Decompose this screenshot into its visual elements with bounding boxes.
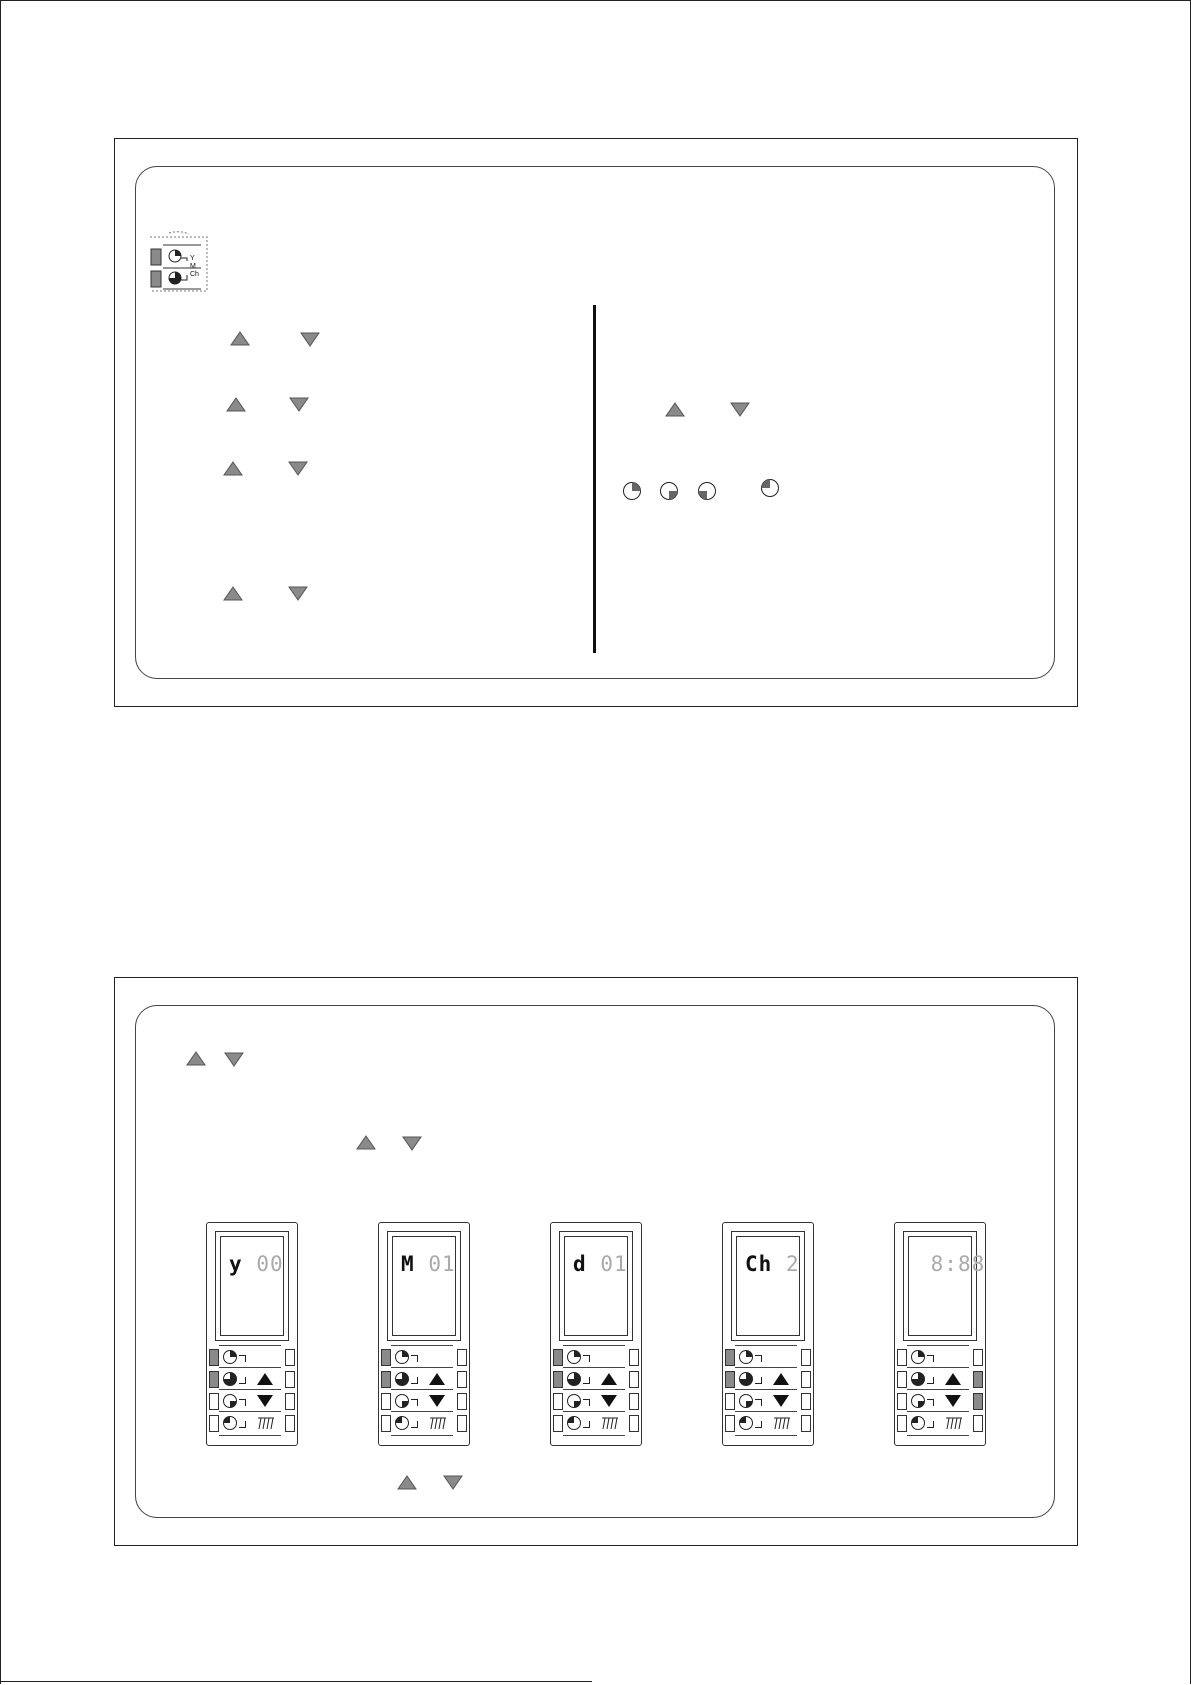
row-separator	[391, 1435, 453, 1436]
quarter-dial-icon	[911, 1350, 925, 1364]
row-separator	[907, 1435, 969, 1436]
row-separator	[219, 1389, 281, 1390]
dial-bracket	[755, 1377, 762, 1384]
row-separator	[563, 1435, 625, 1436]
down-arrow-icon	[257, 1395, 273, 1407]
down-arrow-icon	[773, 1395, 789, 1407]
full-dial-icon	[760, 478, 780, 498]
row-separator	[391, 1411, 453, 1412]
up-arrow-icon	[223, 461, 243, 476]
remote-screen	[731, 1231, 805, 1341]
right-side-key	[629, 1415, 639, 1432]
down-arrow-icon	[300, 332, 320, 347]
right-side-key	[801, 1349, 811, 1366]
right-side-key	[801, 1415, 811, 1432]
row-separator	[563, 1389, 625, 1390]
remote-button-row	[207, 1369, 297, 1389]
half-dial-icon	[911, 1394, 925, 1408]
down-arrow-icon	[443, 1475, 463, 1490]
left-side-key	[381, 1371, 391, 1388]
remote-button-row	[207, 1391, 297, 1411]
up-arrow-icon	[397, 1475, 417, 1490]
row-separator	[907, 1367, 969, 1368]
right-side-key	[973, 1415, 983, 1432]
lcd-value: 2	[785, 1252, 800, 1276]
right-side-key	[285, 1371, 295, 1388]
dial-bracket	[239, 1421, 246, 1428]
remote-button-row	[551, 1391, 641, 1411]
row-separator	[735, 1411, 797, 1412]
lcd-readout	[573, 1252, 628, 1276]
left-side-key	[209, 1371, 219, 1388]
up-arrow-icon	[257, 1373, 273, 1385]
transmit-signal-icon	[601, 1416, 619, 1430]
up-arrow-icon	[230, 331, 250, 346]
remote-button-row	[379, 1413, 469, 1433]
dial-bracket	[583, 1399, 590, 1406]
right-side-key	[629, 1393, 639, 1410]
dial-bracket	[411, 1421, 418, 1428]
remote-detail-svg	[149, 231, 211, 295]
remote-button-row	[895, 1347, 985, 1367]
right-side-key	[973, 1349, 983, 1366]
left-side-key	[897, 1371, 907, 1388]
dial-bracket	[927, 1377, 934, 1384]
row-separator	[735, 1367, 797, 1368]
down-arrow-icon	[429, 1395, 445, 1407]
dial-bracket	[411, 1355, 418, 1362]
remote-screen	[387, 1231, 461, 1341]
remote-button-row	[551, 1369, 641, 1389]
three-quarter-dial-icon	[697, 481, 717, 501]
right-side-key	[973, 1371, 983, 1388]
lcd-display	[392, 1236, 456, 1336]
remote-control	[722, 1222, 814, 1446]
half-dial-icon	[659, 481, 679, 501]
remote-button-row	[551, 1347, 641, 1367]
right-side-key	[285, 1415, 295, 1432]
remote-button-row	[895, 1369, 985, 1389]
detail-label-y: Y	[190, 255, 195, 262]
quarter-dial-fill	[175, 250, 181, 256]
left-side-key	[897, 1349, 907, 1366]
lcd-readout	[229, 1252, 284, 1276]
detail-key-2	[151, 271, 161, 287]
dial-bracket	[755, 1421, 762, 1428]
left-side-key	[725, 1393, 735, 1410]
transmit-signal-icon	[429, 1416, 447, 1430]
right-side-key	[285, 1393, 295, 1410]
row-separator	[391, 1367, 453, 1368]
remote-button-row	[895, 1391, 985, 1411]
left-side-key	[553, 1393, 563, 1410]
row-separator	[563, 1411, 625, 1412]
full-dial-icon	[567, 1416, 581, 1430]
down-arrow-icon	[288, 461, 308, 476]
three-quarter-dial-icon	[395, 1372, 409, 1386]
down-arrow-icon	[402, 1136, 422, 1151]
dial-bracket	[411, 1399, 418, 1406]
remote-control	[206, 1222, 298, 1446]
quarter-dial-icon	[622, 481, 642, 501]
quarter-dial-icon	[395, 1350, 409, 1364]
dial-bracket	[239, 1377, 246, 1384]
full-dial-icon	[395, 1416, 409, 1430]
remote-control	[550, 1222, 642, 1446]
lcd-readout	[401, 1252, 456, 1276]
transmit-signal-icon	[945, 1416, 963, 1430]
remote-button-row	[379, 1369, 469, 1389]
lcd-display	[220, 1236, 284, 1336]
three-quarter-dial-icon	[739, 1372, 753, 1386]
right-side-key	[457, 1371, 467, 1388]
remote-button-row	[207, 1347, 297, 1367]
remote-control	[378, 1222, 470, 1446]
right-side-key	[285, 1349, 295, 1366]
transmit-signal-icon	[773, 1416, 791, 1430]
lcd-label: d	[573, 1252, 587, 1276]
down-arrow-icon	[224, 1052, 244, 1067]
half-dial-icon	[567, 1394, 581, 1408]
up-arrow-icon	[356, 1135, 376, 1150]
row-separator	[907, 1411, 969, 1412]
down-arrow-icon	[945, 1395, 961, 1407]
dial-bracket	[239, 1399, 246, 1406]
three-quarter-dial-icon	[911, 1372, 925, 1386]
lcd-value: 01	[600, 1252, 628, 1276]
up-arrow-icon	[223, 586, 243, 601]
remote-button-row	[379, 1391, 469, 1411]
lcd-display	[908, 1236, 986, 1336]
remote-button-stripe	[769, 1345, 793, 1346]
row-separator	[219, 1411, 281, 1412]
right-side-key	[629, 1371, 639, 1388]
up-arrow-icon	[773, 1373, 789, 1385]
half-dial-icon	[739, 1394, 753, 1408]
remote-button-row	[723, 1347, 813, 1367]
left-side-key	[553, 1371, 563, 1388]
dial-bracket	[239, 1355, 246, 1362]
row-separator	[563, 1367, 625, 1368]
down-arrow-icon	[730, 402, 750, 417]
left-side-key	[209, 1393, 219, 1410]
up-arrow-icon	[226, 397, 246, 412]
remote-button-stripe	[425, 1345, 449, 1346]
remote-screen	[559, 1231, 633, 1341]
dial-bracket	[927, 1399, 934, 1406]
right-side-key	[629, 1349, 639, 1366]
left-side-key	[725, 1371, 735, 1388]
up-arrow-icon	[429, 1373, 445, 1385]
lcd-label: Ch	[745, 1252, 773, 1276]
remote-button-stripe	[253, 1345, 277, 1346]
left-side-key	[897, 1415, 907, 1432]
row-separator	[391, 1389, 453, 1390]
right-side-key	[457, 1349, 467, 1366]
footer-rule	[0, 1681, 592, 1682]
lcd-label: M	[401, 1252, 415, 1276]
dial-bracket	[927, 1421, 934, 1428]
dial-bracket	[411, 1377, 418, 1384]
full-dial-icon	[911, 1416, 925, 1430]
dial-bracket	[583, 1421, 590, 1428]
lcd-display	[564, 1236, 628, 1336]
remote-button-row	[895, 1413, 985, 1433]
up-arrow-icon	[945, 1373, 961, 1385]
remote-button-row	[207, 1413, 297, 1433]
row-separator	[907, 1389, 969, 1390]
left-side-key	[381, 1349, 391, 1366]
three-quarter-dial-icon	[567, 1372, 581, 1386]
transmit-signal-icon	[257, 1416, 275, 1430]
left-side-key	[209, 1415, 219, 1432]
full-dial-icon	[223, 1416, 237, 1430]
quarter-dial-icon	[223, 1350, 237, 1364]
remote-control	[894, 1222, 986, 1446]
left-side-key	[553, 1349, 563, 1366]
remote-button-row	[551, 1413, 641, 1433]
half-dial-icon	[223, 1394, 237, 1408]
three-quarter-dial-icon	[223, 1372, 237, 1386]
full-dial-icon	[739, 1416, 753, 1430]
detail-key-1	[151, 249, 161, 265]
down-arrow-icon	[289, 397, 309, 412]
row-separator	[735, 1389, 797, 1390]
dial-bracket	[755, 1399, 762, 1406]
left-side-key	[381, 1415, 391, 1432]
remote-screen	[215, 1231, 289, 1341]
left-side-key	[381, 1393, 391, 1410]
quarter-dial-icon	[567, 1350, 581, 1364]
lcd-readout	[745, 1252, 800, 1276]
detail-label-ch: Ch	[190, 271, 199, 278]
lcd-readout	[917, 1252, 985, 1276]
lcd-label: y	[229, 1252, 243, 1276]
right-side-key	[801, 1371, 811, 1388]
dial-bracket	[583, 1355, 590, 1362]
down-arrow-icon	[601, 1395, 617, 1407]
remote-detail-figure	[149, 231, 211, 295]
left-side-key	[725, 1415, 735, 1432]
row-separator	[219, 1435, 281, 1436]
remote-button-stripe	[941, 1345, 965, 1346]
remote-button-stripe	[597, 1345, 621, 1346]
remote-screen	[903, 1231, 986, 1341]
right-side-key	[801, 1393, 811, 1410]
left-side-key	[725, 1349, 735, 1366]
lcd-value: 00	[256, 1252, 284, 1276]
dial-bracket	[583, 1377, 590, 1384]
down-arrow-icon	[288, 586, 308, 601]
left-side-key	[209, 1349, 219, 1366]
right-side-key	[457, 1393, 467, 1410]
lcd-value: 01	[428, 1252, 456, 1276]
dial-bracket	[927, 1355, 934, 1362]
right-side-key	[973, 1393, 983, 1410]
dial-bracket	[755, 1355, 762, 1362]
remote-button-row	[723, 1413, 813, 1433]
detail-label-m: M	[190, 263, 196, 270]
half-dial-icon	[395, 1394, 409, 1408]
up-arrow-icon	[186, 1051, 206, 1066]
up-arrow-icon	[601, 1373, 617, 1385]
right-side-key	[457, 1415, 467, 1432]
row-separator	[219, 1367, 281, 1368]
quarter-dial-icon	[739, 1350, 753, 1364]
row-separator	[735, 1435, 797, 1436]
remote-button-row	[723, 1391, 813, 1411]
remote-button-row	[379, 1347, 469, 1367]
left-side-key	[553, 1415, 563, 1432]
left-side-key	[897, 1393, 907, 1410]
up-arrow-icon	[665, 402, 685, 417]
column-divider	[593, 305, 596, 653]
remote-button-row	[723, 1369, 813, 1389]
lcd-ghost-digits: 8:88	[930, 1252, 986, 1276]
lcd-display	[736, 1236, 800, 1336]
